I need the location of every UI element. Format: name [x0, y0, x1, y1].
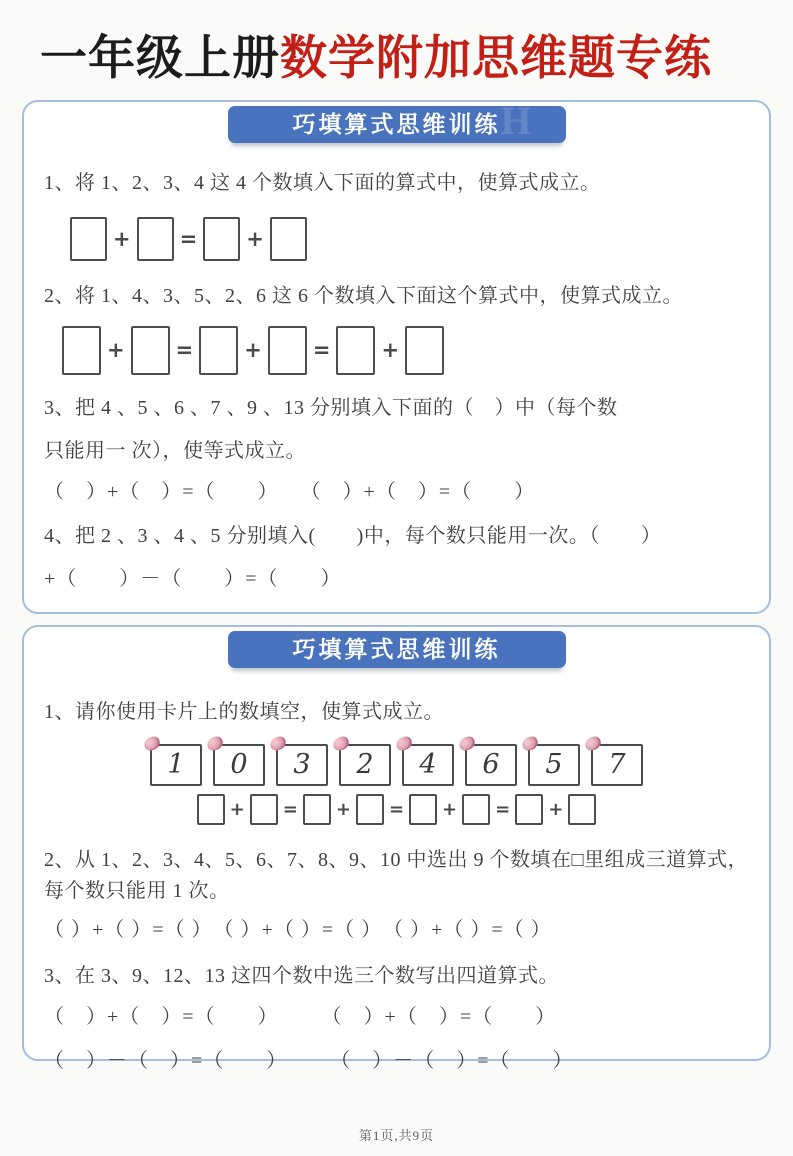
answer-box[interactable]: [131, 326, 170, 375]
operator-symbol: +: [381, 338, 400, 363]
watermark-letter: H: [500, 97, 532, 143]
answer-box[interactable]: [197, 794, 225, 825]
answer-box[interactable]: [409, 794, 437, 825]
card-number: 7: [608, 749, 626, 781]
ladybug-icon: [331, 735, 350, 752]
ladybug-icon: [142, 735, 161, 752]
operator-symbol: +: [335, 798, 351, 820]
section-2-header-label: 巧填算式思维训练: [292, 636, 501, 662]
answer-box[interactable]: [568, 794, 596, 825]
number-card: [339, 744, 391, 786]
answer-box[interactable]: [137, 217, 174, 261]
card-number: 5: [545, 749, 563, 781]
answer-box[interactable]: [70, 217, 107, 261]
section-1-header-banner: [228, 97, 566, 143]
answer-box[interactable]: [356, 794, 384, 825]
page-title: [40, 34, 793, 86]
answer-box[interactable]: [336, 326, 375, 375]
card-number: 2: [356, 749, 374, 781]
number-card: [591, 744, 643, 786]
card-number: 3: [293, 749, 311, 781]
ladybug-icon: [268, 735, 287, 752]
operator-symbol: +: [244, 338, 262, 363]
s2-problem-3-equation-line1[interactable]: （ ）+（ ）=（ ） （ ）+（ ）=（ ）: [44, 1005, 557, 1028]
number-card: [528, 744, 580, 786]
card-number: 1: [167, 749, 185, 781]
operator-symbol: =: [282, 798, 298, 820]
ladybug-icon: [520, 735, 539, 752]
answer-box[interactable]: [270, 217, 307, 261]
number-card: [213, 744, 265, 786]
s1-problem-4-equation-line[interactable]: +（ ）－（ ）=（ ）: [44, 567, 342, 590]
answer-box[interactable]: [268, 326, 307, 375]
answer-box[interactable]: [203, 217, 240, 261]
number-card: [402, 744, 454, 786]
s2-problem-3-text: 3、在 3、9、12、13 这四个数中选三个数写出四道算式。: [44, 964, 559, 987]
card-number: 6: [482, 749, 500, 781]
operator-symbol: +: [113, 226, 131, 251]
operator-symbol: +: [229, 798, 245, 820]
ladybug-icon: [205, 735, 224, 752]
operator-symbol: =: [312, 338, 331, 363]
operator-symbol: =: [388, 798, 405, 820]
operator-symbol: +: [548, 798, 564, 820]
answer-box[interactable]: [405, 326, 444, 375]
worksheet-section-2: [22, 625, 771, 1072]
page-number-footer: 第1页,共9页: [358, 1128, 435, 1143]
number-card: [276, 744, 328, 786]
ladybug-icon: [457, 735, 476, 752]
operator-symbol: =: [495, 798, 511, 820]
section-1-header-label: 巧填算式思维训练: [292, 111, 501, 137]
section-2-header-banner: [228, 631, 566, 668]
operator-symbol: +: [107, 338, 125, 363]
answer-box[interactable]: [250, 794, 278, 825]
s2-problem-1-answer-row: [44, 794, 749, 825]
card-number: 0: [230, 749, 248, 781]
number-card: [150, 744, 202, 786]
answer-box[interactable]: [199, 326, 238, 375]
answer-box[interactable]: [62, 326, 101, 375]
answer-box[interactable]: [462, 794, 490, 825]
answer-box[interactable]: [303, 794, 331, 825]
s1-problem-4-text-line1: 4、把 2 、3 、4 、5 分别填入( )中，每个数只能用一次。（ ）: [44, 524, 662, 547]
s1-problem-2-text: 2、将 1、4、3、5、2、6 这 6 个数填入下面这个算式中，使算式成立。: [44, 284, 683, 307]
page-title-subject: 数学附加思维题专练: [280, 33, 712, 85]
operator-symbol: =: [175, 338, 194, 363]
worksheet-section-1: [22, 97, 771, 614]
s1-problem-1-text: 1、将 1、2、3、4 这 4 个数填入下面的算式中，使算式成立。: [44, 171, 601, 194]
s2-problem-2-text: 2、从 1、2、3、4、5、6、7、8、9、10 中选出 9 个数填在□里组成三道算式，每个数只能用 1 次。: [44, 848, 749, 902]
s1-problem-2-answer-row: [62, 326, 749, 375]
s1-problem-1-answer-row: [70, 217, 749, 261]
operator-symbol: +: [442, 798, 458, 820]
operator-symbol: =: [179, 226, 198, 251]
s1-problem-3-equation-line[interactable]: （ ）+（ ）=（ ） （ ）+（ ）=（ ）: [44, 480, 536, 503]
number-card: [465, 744, 517, 786]
operator-symbol: +: [246, 226, 264, 251]
s2-problem-3-equation-line2[interactable]: （ ）－（ ）=（ ） （ ）－（ ）=（ ）: [44, 1049, 574, 1072]
answer-box[interactable]: [515, 794, 543, 825]
ladybug-icon: [583, 735, 602, 752]
s2-problem-1-text: 1、请你使用卡片上的数填空，使算式成立。: [44, 700, 444, 723]
card-number: 4: [419, 749, 437, 781]
page-title-grade: 一年级上册: [40, 33, 280, 85]
s1-problem-3-text-line2: 只能用一 次），使等式成立。: [44, 439, 306, 462]
s2-number-cards-row: [44, 744, 749, 786]
s1-problem-3-text-line1: 3、把 4 、5 、6 、7 、9 、13 分别填入下面的（ ）中（每个数: [44, 396, 618, 419]
s2-problem-2-equation-line[interactable]: （ ）+（ ）=（ ） （ ）+（ ）=（ ） （ ）+（ ）=（ ）: [44, 918, 552, 941]
ladybug-icon: [394, 735, 413, 752]
